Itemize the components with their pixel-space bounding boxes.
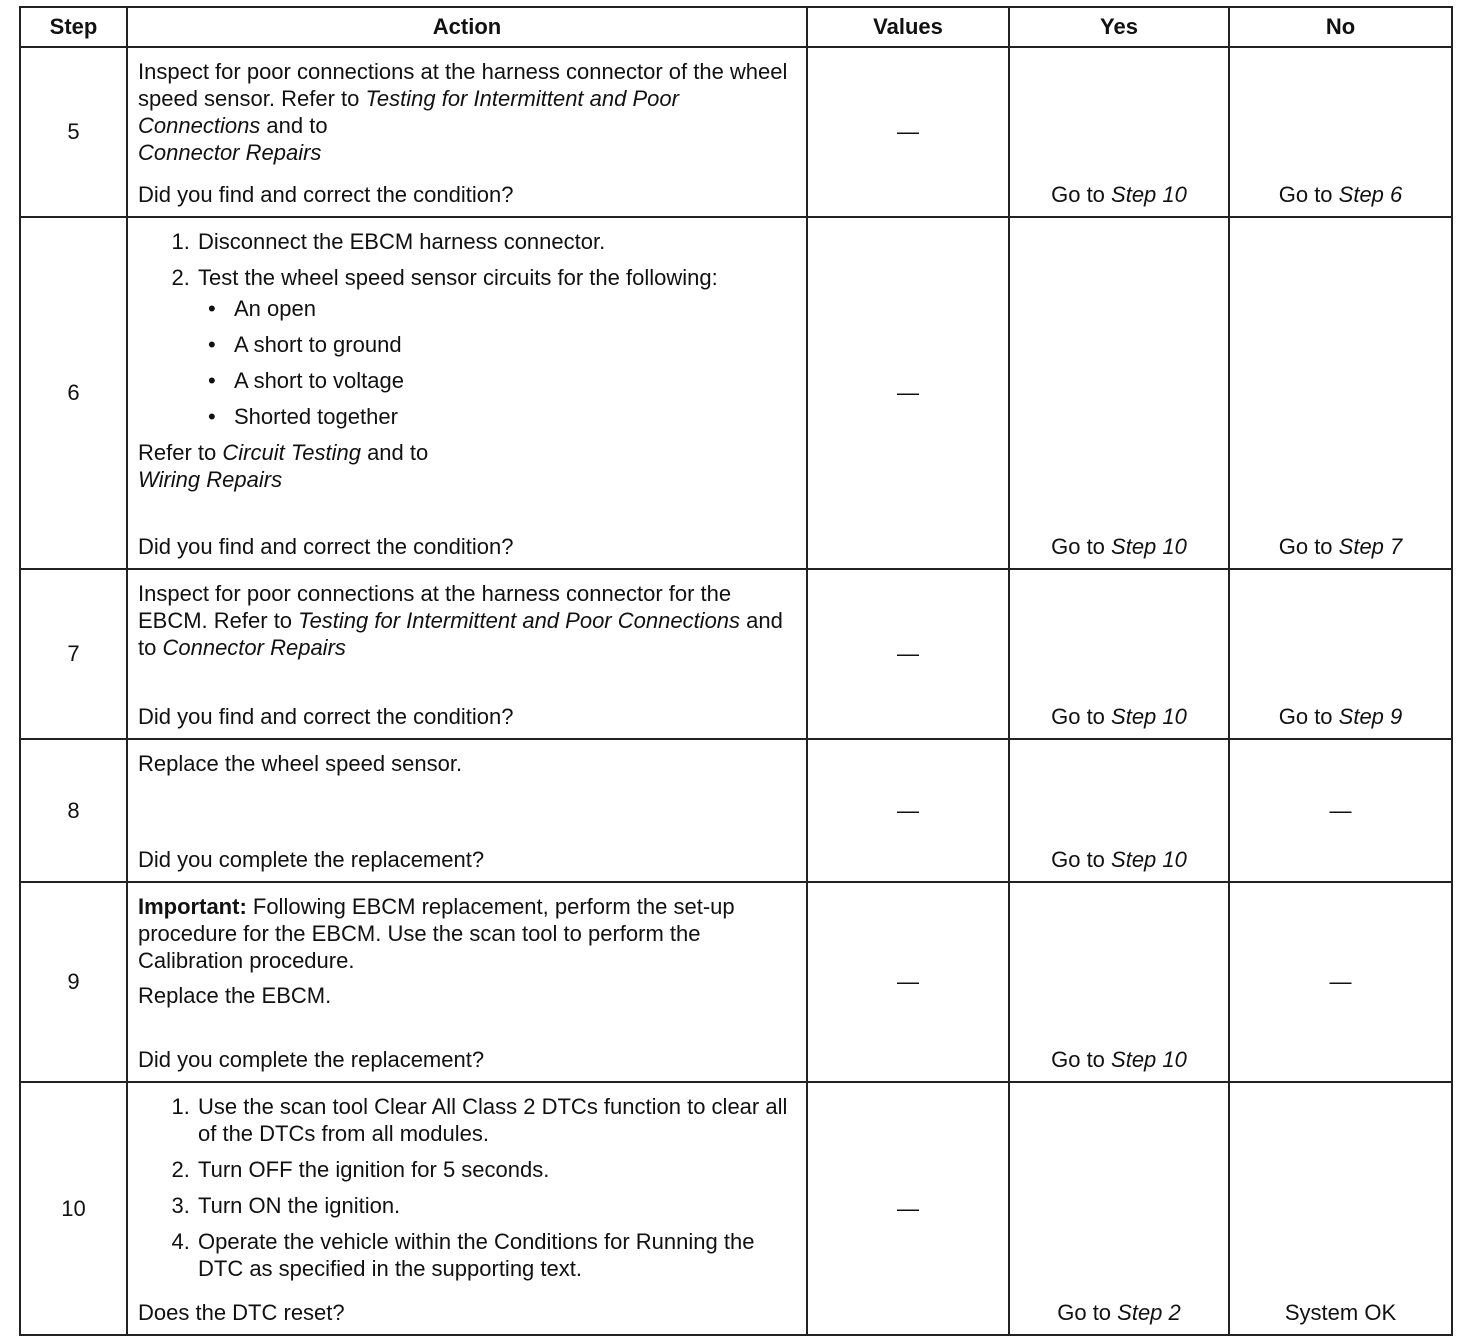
list-item: 3. Turn ON the ignition. (196, 1192, 796, 1219)
table-header-row (20, 7, 1452, 47)
empty-dash: — (897, 1195, 919, 1221)
bullet-item: • A short to ground (232, 331, 796, 358)
step-link[interactable]: Step 10 (1111, 847, 1187, 872)
action-question: Did you find and correct the condition? (138, 704, 514, 729)
action-cell (127, 1082, 807, 1335)
empty-dash: — (897, 641, 919, 666)
action-cell (127, 47, 807, 217)
action-cell (127, 739, 807, 882)
values-cell (807, 47, 1009, 217)
list-item: 2. Test the wheel speed sensor circuits for the following: • An open • A short to ground • A short to voltage • Shorted together (196, 264, 796, 430)
step-number: 10 (20, 1082, 127, 1335)
table-row (20, 569, 1452, 739)
bullet-item: • Shorted together (232, 403, 796, 430)
table-row (20, 217, 1452, 569)
step-link[interactable]: Step 10 (1111, 704, 1187, 729)
header-action: Action (127, 7, 807, 47)
system-ok-text: System OK (1284, 1300, 1397, 1325)
procedure-list (138, 1093, 796, 1291)
step-link[interactable]: Step 2 (1117, 1300, 1181, 1325)
step-number: 9 (20, 882, 127, 1082)
no-cell (1229, 882, 1452, 1082)
action-text: Inspect for poor connections at the harness connector for the EBCM. Refer to Testing for Intermittent and Poor Connections and to Connector Repairs (138, 581, 783, 660)
action-question: Did you find and correct the condition? (138, 534, 514, 559)
step-number: 7 (20, 569, 127, 739)
action-text: Replace the EBCM. (138, 983, 332, 1008)
step-link[interactable]: Step 9 (1338, 704, 1403, 729)
action-question: Did you complete the replacement? (138, 847, 485, 872)
action-cell (127, 882, 807, 1082)
header-values: Values (807, 7, 1009, 47)
yes-cell: Go to Step 2 (1009, 1082, 1229, 1335)
action-question: Does the DTC reset? (138, 1300, 345, 1325)
step-link[interactable]: Step 10 (1111, 182, 1187, 207)
no-cell (1229, 1082, 1452, 1335)
list-item: 1. Use the scan tool Clear All Class 2 DTCs function to clear all of the DTCs from all modules. (196, 1093, 796, 1147)
header-no: No (1229, 7, 1452, 47)
no-cell: Go to Step 6 (1229, 47, 1452, 217)
empty-dash: — (897, 969, 919, 994)
yes-cell: Go to Step 10 (1009, 739, 1229, 882)
procedure-list (138, 228, 796, 430)
refer-text: Refer to Circuit Testing and to Wiring Repairs (138, 440, 429, 492)
bullet-list (198, 295, 796, 430)
action-text: Inspect for poor connections at the harness connector of the wheel speed sensor. Refer to Testing for Intermittent and Poor Connections and to Connector Repairs (138, 59, 788, 165)
no-cell: Go to Step 7 (1229, 217, 1452, 569)
step-number: 8 (20, 739, 127, 882)
header-step: Step (20, 7, 127, 47)
action-question: Did you find and correct the condition? (138, 182, 514, 207)
table-row (20, 882, 1452, 1082)
empty-dash: — (1329, 797, 1352, 823)
action-cell (127, 569, 807, 739)
values-cell (807, 739, 1009, 882)
table-row (20, 47, 1452, 217)
values-cell (807, 217, 1009, 569)
step-number: 5 (20, 47, 127, 217)
no-cell (1229, 739, 1452, 882)
action-text: Replace the wheel speed sensor. (138, 751, 463, 776)
values-cell (807, 882, 1009, 1082)
diagnostic-table (19, 6, 1453, 1336)
empty-dash: — (897, 380, 919, 405)
empty-dash: — (1329, 969, 1352, 994)
header-yes: Yes (1009, 7, 1229, 47)
no-cell: Go to Step 9 (1229, 569, 1452, 739)
yes-cell: Go to Step 10 (1009, 217, 1229, 569)
values-cell (807, 569, 1009, 739)
yes-cell: Go to Step 10 (1009, 569, 1229, 739)
empty-dash: — (897, 797, 919, 823)
table-row (20, 739, 1452, 882)
yes-cell: Go to Step 10 (1009, 882, 1229, 1082)
list-item: 4. Operate the vehicle within the Conditions for Running the DTC as specified in the supporting text. (196, 1228, 796, 1282)
step-link[interactable]: Step 7 (1338, 534, 1403, 559)
bullet-item: • A short to voltage (232, 367, 796, 394)
step-link[interactable]: Step 10 (1111, 1047, 1187, 1072)
yes-cell: Go to Step 10 (1009, 47, 1229, 217)
empty-dash: — (897, 119, 919, 144)
step-link[interactable]: Step 6 (1338, 182, 1403, 207)
step-link[interactable]: Step 10 (1111, 534, 1187, 559)
step-number: 6 (20, 217, 127, 569)
list-item: 1. Disconnect the EBCM harness connector. (196, 228, 796, 255)
bullet-item: • An open (232, 295, 796, 322)
table-row (20, 1082, 1452, 1335)
action-question: Did you complete the replacement? (138, 1047, 485, 1072)
action-cell (127, 217, 807, 569)
list-item: 2. Turn OFF the ignition for 5 seconds. (196, 1156, 796, 1183)
important-note: Important: Following EBCM replacement, perform the set-up procedure for the EBCM. Use the scan tool to perform the Calibration procedure. (138, 894, 735, 973)
values-cell (807, 1082, 1009, 1335)
